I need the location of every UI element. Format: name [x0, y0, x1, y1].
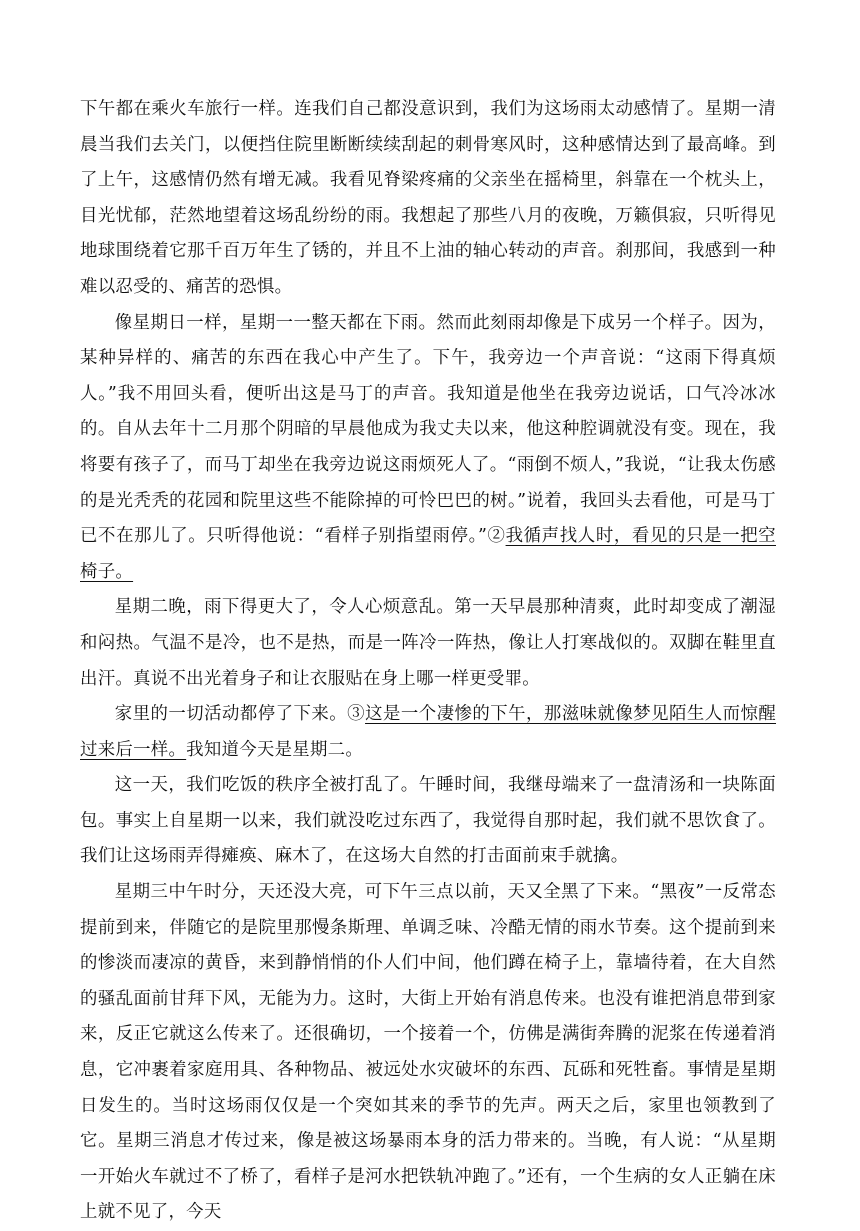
- paragraph: [80, 306, 776, 591]
- text-run: 像星期日一样，星期一一整天都在下雨。然而此刻雨却像是下成另一个样子。因为，某种异样的、痛苦的东西在我心中产生了。下午，我旁边一个声音说：“这雨下得真烦人。”我不用回头看，便听出这是马丁的声音。我知道是他坐在我旁边说话，口气冷冰冰的。自从去年十二月那个阴暗的早晨他成为我丈夫以来，他这种腔调就没有变。现在，我将要有孩子了，而马丁却坐在我旁边说这雨烦死人了。“雨倒不烦人，”我说，“让我太伤感的是光秃秃的花园和院里这些不能除掉的可怜巴巴的树。”说着，我回头去看他，可是马丁已不在那儿了。只听得他说：“看样子别指望雨停。”②: [80, 312, 776, 547]
- paragraph: [80, 875, 776, 1231]
- paragraph: [80, 697, 776, 768]
- underlined-sentence-2: 我循声找人时，看见的只是一把空椅子。: [80, 526, 776, 582]
- text-run: 下午都在乘火车旅行一样。连我们自己都没意识到，我们为这场雨太动感情了。星期一清晨当我们去关门，以便挡住院里断断续续刮起的刺骨寒风时，这种感情达到了最高峰。到了上午，这感情仍然有增无减。我看见脊梁疼痛的父亲坐在摇椅里，斜靠在一个枕头上，目光忧郁，茫然地望着这场乱纷纷的雨。我想起了那些八月的夜晚，万籁俱寂，只听得见地球围绕着它那千百万年生了锈的，并且不上油的轴心转动的声音。刹那间，我感到一种难以忍受的、痛苦的恐惧。: [80, 99, 776, 297]
- document-body: [80, 92, 776, 1231]
- text-run: 家里的一切活动都停了下来。③: [114, 704, 366, 725]
- underlined-sentence-3: 这是一个凄惨的下午，那滋味就像梦见陌生人而惊醒过来后一样。: [80, 704, 777, 760]
- text-run: 星期二晚，雨下得更大了，令人心烦意乱。第一天早晨那种清爽，此时却变成了潮湿和闷热。气温不是冷，也不是热，而是一阵冷一阵热，像让人打寒战似的。双脚在鞋里直出汗。真说不出光着身子和让衣服贴在身上哪一样更受罪。: [80, 597, 776, 689]
- text-run: 我知道今天是星期二。: [186, 739, 364, 760]
- paragraph: [80, 590, 776, 697]
- paragraph: [80, 768, 776, 875]
- paragraph: [80, 92, 776, 306]
- text-run: 这一天，我们吃饭的秩序全被打乱了。午睡时间，我继母端来了一盘清汤和一块陈面包。事实上自星期一以来，我们就没吃过东西了，我觉得自那时起，我们就不思饮食了。我们让这场雨弄得瘫痪、麻木了，在这场大自然的打击面前束手就擒。: [80, 775, 776, 867]
- text-run: 星期三中午时分，天还没大亮，可下午三点以前，天又全黑了下来。“黑夜”一反常态提前到来，伴随它的是院里那慢条斯理、单调乏味、冷酷无情的雨水节奏。这个提前到来的惨淡而凄凉的黄昏，来到静悄悄的仆人们中间，他们蹲在椅子上，靠墙待着，在大自然的骚乱面前甘拜下风，无能为力。这时，大街上开始有消息传来。也没有谁把消息带到家来，反正它就这么传来了。还很确切，一个接着一个，仿佛是满街奔腾的泥浆在传递着消息，它冲裹着家庭用具、各种物品、被远处水灾破坏的东西、瓦砾和死牲畜。事情是星期日发生的。当时这场雨仅仅是一个突如其来的季节的先声。两天之后，家里也领教到了它。星期三消息才传过来，像是被这场暴雨本身的活力带来的。当晚，有人说：“从星期一开始火车就过不了桥了，看样子是河水把铁轨冲跑了。”还有，一个生病的女人正躺在床上就不见了，今天: [80, 882, 776, 1223]
